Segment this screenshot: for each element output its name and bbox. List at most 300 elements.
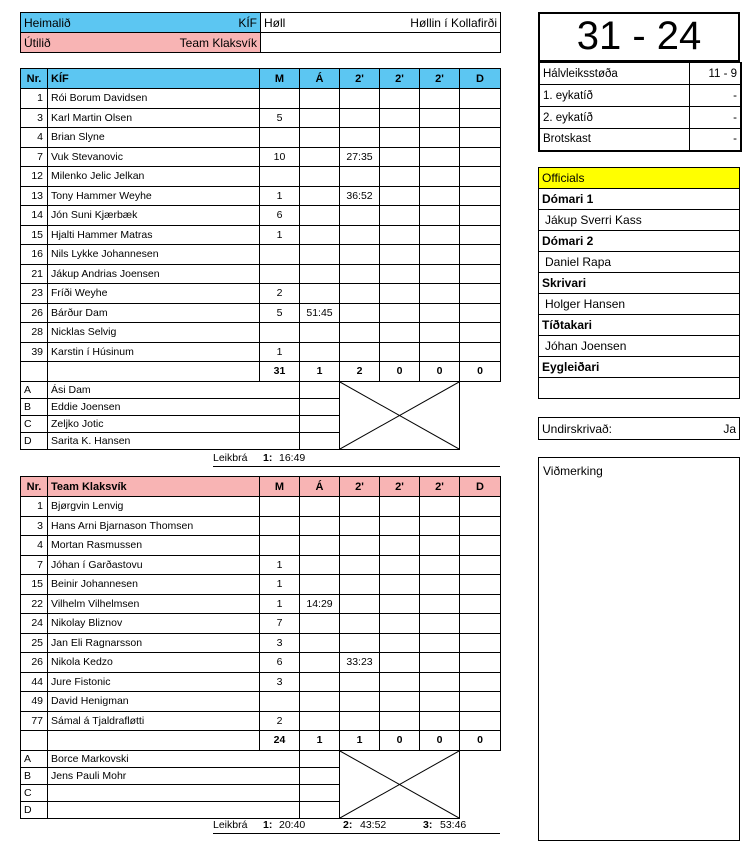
official-warning-cell [300, 767, 340, 784]
total-suspension-1-cell: 1 [340, 731, 380, 751]
official-name: Jákup Sverri Kass [539, 210, 740, 231]
timeout-number: 2: [343, 819, 353, 831]
crossed-out-area [340, 381, 460, 449]
timeout-number: 3: [423, 819, 433, 831]
official-role-row [539, 189, 740, 210]
suspension-3-cell [420, 653, 460, 673]
suspension-1-cell [340, 342, 380, 362]
officials-title: Officials [539, 168, 740, 189]
warning-cell [300, 245, 340, 265]
disqualification-cell [460, 692, 501, 712]
disqualification-cell [460, 264, 501, 284]
suspension-2-cell [380, 323, 420, 343]
warning-cell [300, 89, 340, 109]
player-name: David Henigman [48, 692, 260, 712]
official-name [539, 378, 740, 399]
player-name: Mortan Rasmussen [48, 536, 260, 556]
suspension-1-cell [340, 284, 380, 304]
col-team-name: Team Klaksvík [48, 477, 260, 497]
suspension-3-cell [420, 536, 460, 556]
disqualification-cell [460, 536, 501, 556]
hall-name: Høllin í Kollafirði [410, 15, 497, 30]
col-suspension-2: 2' [380, 69, 420, 89]
suspension-1-cell [340, 516, 380, 536]
summary-row [539, 107, 741, 129]
player-number: 28 [21, 323, 48, 343]
timeout-time: 16:49 [279, 452, 306, 464]
player-name: Nikolay Bliznov [48, 614, 260, 634]
player-row [21, 186, 501, 206]
total-disqualification-cell: 0 [460, 731, 501, 751]
player-name: Rói Borum Davidsen [48, 89, 260, 109]
player-number: 22 [21, 594, 48, 614]
suspension-2-cell [380, 536, 420, 556]
warning-cell: 51:45 [300, 303, 340, 323]
official-name-row [539, 336, 740, 357]
suspension-3-cell [420, 206, 460, 226]
warning-cell [300, 653, 340, 673]
suspension-3-cell [420, 323, 460, 343]
cross-mark [340, 382, 459, 449]
goals-cell: 3 [260, 672, 300, 692]
player-row [21, 206, 501, 226]
disqualification-cell [460, 167, 501, 187]
home-table-header [21, 69, 501, 89]
official-name-row [539, 294, 740, 315]
official-name-row [539, 378, 740, 399]
player-number: 1 [21, 89, 48, 109]
away-timeouts [213, 819, 500, 834]
goals-cell: 2 [260, 711, 300, 731]
away-team-table [20, 476, 501, 819]
summary-label: 2. eykatíð [539, 107, 689, 129]
total-suspension-3-cell: 0 [420, 731, 460, 751]
player-row [21, 614, 501, 634]
summary-label: Brotskast [539, 129, 689, 151]
suspension-3-cell [420, 264, 460, 284]
player-number: 14 [21, 206, 48, 226]
col-nr: Nr. [21, 69, 48, 89]
goals-cell [260, 323, 300, 343]
suspension-3-cell [420, 284, 460, 304]
suspension-2-cell [380, 516, 420, 536]
disqualification-cell [460, 225, 501, 245]
player-row [21, 225, 501, 245]
official-name: Jóhan Joensen [539, 336, 740, 357]
col-warning: Á [300, 477, 340, 497]
player-name: Beinir Johannesen [48, 575, 260, 595]
suspension-2-cell [380, 692, 420, 712]
summary-value: - [689, 129, 741, 151]
total-suspension-1-cell: 2 [340, 362, 380, 382]
disqualification-cell [460, 516, 501, 536]
disqualification-cell [460, 633, 501, 653]
suspension-2-cell [380, 284, 420, 304]
suspension-1-cell: 27:35 [340, 147, 380, 167]
timeout-time: 20:40 [279, 819, 306, 831]
official-name: Jens Pauli Mohr [48, 767, 300, 784]
blank-cell [460, 381, 501, 449]
suspension-2-cell [380, 711, 420, 731]
player-number: 15 [21, 575, 48, 595]
officials-panel [538, 167, 740, 399]
summary-row [539, 85, 741, 107]
suspension-3-cell [420, 516, 460, 536]
goals-cell: 10 [260, 147, 300, 167]
player-row [21, 245, 501, 265]
totals-spacer [48, 731, 260, 751]
goals-cell: 1 [260, 342, 300, 362]
suspension-3-cell [420, 497, 460, 517]
player-number: 77 [21, 711, 48, 731]
signed-label: Undirskrivað: [542, 421, 613, 436]
disqualification-cell [460, 575, 501, 595]
player-row [21, 594, 501, 614]
suspension-1-cell [340, 323, 380, 343]
player-number: 3 [21, 516, 48, 536]
goals-cell: 7 [260, 614, 300, 634]
hall-cell [261, 13, 501, 33]
official-role-row [539, 315, 740, 336]
goals-cell: 1 [260, 594, 300, 614]
goals-cell [260, 692, 300, 712]
suspension-1-cell [340, 245, 380, 265]
timeout-label: Leikbrá [213, 452, 248, 464]
player-name: Nicklas Selvig [48, 323, 260, 343]
home-label: Heimalið [24, 15, 71, 30]
empty-cell [261, 33, 501, 53]
totals-spacer [21, 731, 48, 751]
suspension-3-cell [420, 555, 460, 575]
totals-spacer [21, 362, 48, 382]
player-name: Nikola Kedzo [48, 653, 260, 673]
col-suspension-1: 2' [340, 477, 380, 497]
col-suspension-3: 2' [420, 69, 460, 89]
player-name: Vuk Stevanovic [48, 147, 260, 167]
warning-cell [300, 128, 340, 148]
player-row [21, 575, 501, 595]
total-goals-cell: 31 [260, 362, 300, 382]
suspension-2-cell [380, 206, 420, 226]
suspension-1-cell [340, 536, 380, 556]
total-warning-cell: 1 [300, 731, 340, 751]
suspension-3-cell [420, 342, 460, 362]
warning-cell [300, 342, 340, 362]
total-disqualification-cell: 0 [460, 362, 501, 382]
goals-cell: 2 [260, 284, 300, 304]
disqualification-cell [460, 108, 501, 128]
warning-cell [300, 284, 340, 304]
suspension-2-cell [380, 653, 420, 673]
col-disqualification: D [460, 477, 501, 497]
player-row [21, 342, 501, 362]
player-name: Karstin í Húsinum [48, 342, 260, 362]
summary-value: - [689, 107, 741, 129]
suspension-2-cell [380, 672, 420, 692]
match-header [20, 12, 501, 53]
warning-cell [300, 672, 340, 692]
suspension-3-cell [420, 594, 460, 614]
totals-row [21, 362, 501, 382]
player-number: 3 [21, 108, 48, 128]
suspension-3-cell [420, 167, 460, 187]
player-number: 26 [21, 653, 48, 673]
player-number: 24 [21, 614, 48, 634]
player-name: Karl Martin Olsen [48, 108, 260, 128]
suspension-1-cell: 33:23 [340, 653, 380, 673]
goals-cell: 1 [260, 575, 300, 595]
goals-cell [260, 536, 300, 556]
suspension-3-cell [420, 225, 460, 245]
signed-value: Ja [723, 421, 736, 436]
total-goals-cell: 24 [260, 731, 300, 751]
player-number: 49 [21, 692, 48, 712]
suspension-2-cell [380, 303, 420, 323]
suspension-3-cell [420, 711, 460, 731]
col-goals: M [260, 477, 300, 497]
disqualification-cell [460, 89, 501, 109]
goals-cell [260, 89, 300, 109]
warning-cell [300, 264, 340, 284]
player-row [21, 128, 501, 148]
warning-cell [300, 711, 340, 731]
suspension-2-cell [380, 128, 420, 148]
suspension-1-cell [340, 672, 380, 692]
suspension-1-cell [340, 614, 380, 634]
suspension-2-cell [380, 147, 420, 167]
warning-cell [300, 516, 340, 536]
disqualification-cell [460, 128, 501, 148]
suspension-1-cell [340, 167, 380, 187]
player-name: Tony Hammer Weyhe [48, 186, 260, 206]
goals-cell [260, 245, 300, 265]
player-row [21, 653, 501, 673]
col-team-name: KÍF [48, 69, 260, 89]
disqualification-cell [460, 497, 501, 517]
suspension-2-cell [380, 594, 420, 614]
suspension-2-cell [380, 633, 420, 653]
official-name [48, 784, 300, 801]
col-suspension-2: 2' [380, 477, 420, 497]
summary-label: 1. eykatíð [539, 85, 689, 107]
official-name: Borce Markovski [48, 750, 300, 767]
suspension-1-cell [340, 497, 380, 517]
home-team-cell [21, 13, 261, 33]
summary-row [539, 63, 741, 85]
suspension-2-cell [380, 614, 420, 634]
disqualification-cell [460, 303, 501, 323]
player-number: 13 [21, 186, 48, 206]
suspension-2-cell [380, 342, 420, 362]
player-number: 26 [21, 303, 48, 323]
player-row [21, 555, 501, 575]
disqualification-cell [460, 614, 501, 634]
col-disqualification: D [460, 69, 501, 89]
team-official-row [21, 381, 501, 398]
disqualification-cell [460, 186, 501, 206]
warning-cell [300, 536, 340, 556]
suspension-1-cell [340, 711, 380, 731]
total-suspension-2-cell: 0 [380, 731, 420, 751]
warning-cell [300, 575, 340, 595]
player-number: 4 [21, 536, 48, 556]
warning-cell [300, 323, 340, 343]
suspension-3-cell [420, 633, 460, 653]
player-row [21, 633, 501, 653]
away-table-header [21, 477, 501, 497]
player-number: 44 [21, 672, 48, 692]
suspension-3-cell [420, 303, 460, 323]
official-name: Holger Hansen [539, 294, 740, 315]
player-name: Hjalti Hammer Matras [48, 225, 260, 245]
suspension-3-cell [420, 575, 460, 595]
suspension-3-cell [420, 108, 460, 128]
goals-cell: 3 [260, 633, 300, 653]
col-warning: Á [300, 69, 340, 89]
suspension-1-cell [340, 575, 380, 595]
official-role-row [539, 357, 740, 378]
away-team-name: Team Klaksvík [179, 35, 257, 50]
disqualification-cell [460, 672, 501, 692]
timeout-label: Leikbrá [213, 819, 248, 831]
summary-row [539, 129, 741, 151]
official-name: Sarita K. Hansen [48, 432, 300, 449]
official-role-row [539, 231, 740, 252]
official-code: C [21, 784, 48, 801]
official-name: Ási Dam [48, 381, 300, 398]
official-warning-cell [300, 750, 340, 767]
official-code: D [21, 801, 48, 818]
home-timeouts [213, 452, 500, 467]
official-code: A [21, 381, 48, 398]
player-row [21, 536, 501, 556]
player-number: 4 [21, 128, 48, 148]
player-name: Nils Lykke Johannesen [48, 245, 260, 265]
suspension-1-cell [340, 594, 380, 614]
score-summary [538, 62, 742, 152]
suspension-3-cell [420, 692, 460, 712]
player-name: Brian Slyne [48, 128, 260, 148]
warning-cell [300, 147, 340, 167]
player-name: Fríði Weyhe [48, 284, 260, 304]
goals-cell [260, 128, 300, 148]
suspension-3-cell [420, 128, 460, 148]
disqualification-cell [460, 594, 501, 614]
player-number: 23 [21, 284, 48, 304]
player-number: 21 [21, 264, 48, 284]
suspension-2-cell [380, 575, 420, 595]
team-official-row [21, 750, 501, 767]
away-label: Útilið [24, 35, 51, 50]
official-warning-cell [300, 381, 340, 398]
home-team-name: KÍF [238, 15, 257, 30]
col-suspension-1: 2' [340, 69, 380, 89]
player-row [21, 167, 501, 187]
goals-cell: 6 [260, 206, 300, 226]
suspension-1-cell [340, 633, 380, 653]
player-name: Sámal á Tjaldrafløtti [48, 711, 260, 731]
player-name: Milenko Jelic Jelkan [48, 167, 260, 187]
player-number: 1 [21, 497, 48, 517]
total-warning-cell: 1 [300, 362, 340, 382]
summary-value: 11 - 9 [689, 63, 741, 85]
col-nr: Nr. [21, 477, 48, 497]
disqualification-cell [460, 284, 501, 304]
player-row [21, 672, 501, 692]
official-warning-cell [300, 415, 340, 432]
official-role: Dómari 2 [539, 231, 740, 252]
total-suspension-2-cell: 0 [380, 362, 420, 382]
disqualification-cell [460, 711, 501, 731]
goals-cell: 1 [260, 225, 300, 245]
warning-cell [300, 614, 340, 634]
player-number: 7 [21, 555, 48, 575]
cross-mark [340, 751, 459, 818]
suspension-1-cell [340, 225, 380, 245]
player-name: Jure Fistonic [48, 672, 260, 692]
player-row [21, 516, 501, 536]
player-row [21, 108, 501, 128]
timeout-time: 43:52 [360, 819, 387, 831]
player-name: Bárður Dam [48, 303, 260, 323]
warning-cell [300, 633, 340, 653]
official-role: Skrivari [539, 273, 740, 294]
summary-value: - [689, 85, 741, 107]
goals-cell: 5 [260, 303, 300, 323]
player-row [21, 303, 501, 323]
official-name: Daniel Rapa [539, 252, 740, 273]
suspension-2-cell [380, 245, 420, 265]
goals-cell: 6 [260, 653, 300, 673]
warning-cell [300, 108, 340, 128]
suspension-2-cell [380, 167, 420, 187]
disqualification-cell [460, 555, 501, 575]
col-goals: M [260, 69, 300, 89]
totals-row [21, 731, 501, 751]
warning-cell [300, 186, 340, 206]
player-number: 12 [21, 167, 48, 187]
player-row [21, 692, 501, 712]
suspension-3-cell [420, 186, 460, 206]
player-row [21, 323, 501, 343]
hall-label: Høll [264, 15, 286, 30]
player-name: Jóhan í Garðastovu [48, 555, 260, 575]
remarks-box [538, 457, 740, 841]
crossed-out-area [340, 750, 460, 818]
timeout-number: 1: [263, 452, 273, 464]
official-name: Eddie Joensen [48, 398, 300, 415]
player-name: Bjørgvin Lenvig [48, 497, 260, 517]
suspension-1-cell [340, 303, 380, 323]
totals-spacer [48, 362, 260, 382]
official-warning-cell [300, 784, 340, 801]
player-number: 15 [21, 225, 48, 245]
suspension-1-cell [340, 89, 380, 109]
disqualification-cell [460, 342, 501, 362]
home-team-table [20, 68, 501, 450]
suspension-1-cell [340, 206, 380, 226]
official-warning-cell [300, 801, 340, 818]
suspension-2-cell [380, 497, 420, 517]
suspension-3-cell [420, 245, 460, 265]
total-suspension-3-cell: 0 [420, 362, 460, 382]
signature-row [538, 417, 740, 440]
suspension-1-cell [340, 108, 380, 128]
goals-cell [260, 167, 300, 187]
player-number: 39 [21, 342, 48, 362]
disqualification-cell [460, 147, 501, 167]
remarks-label: Viðmerking [543, 464, 603, 478]
